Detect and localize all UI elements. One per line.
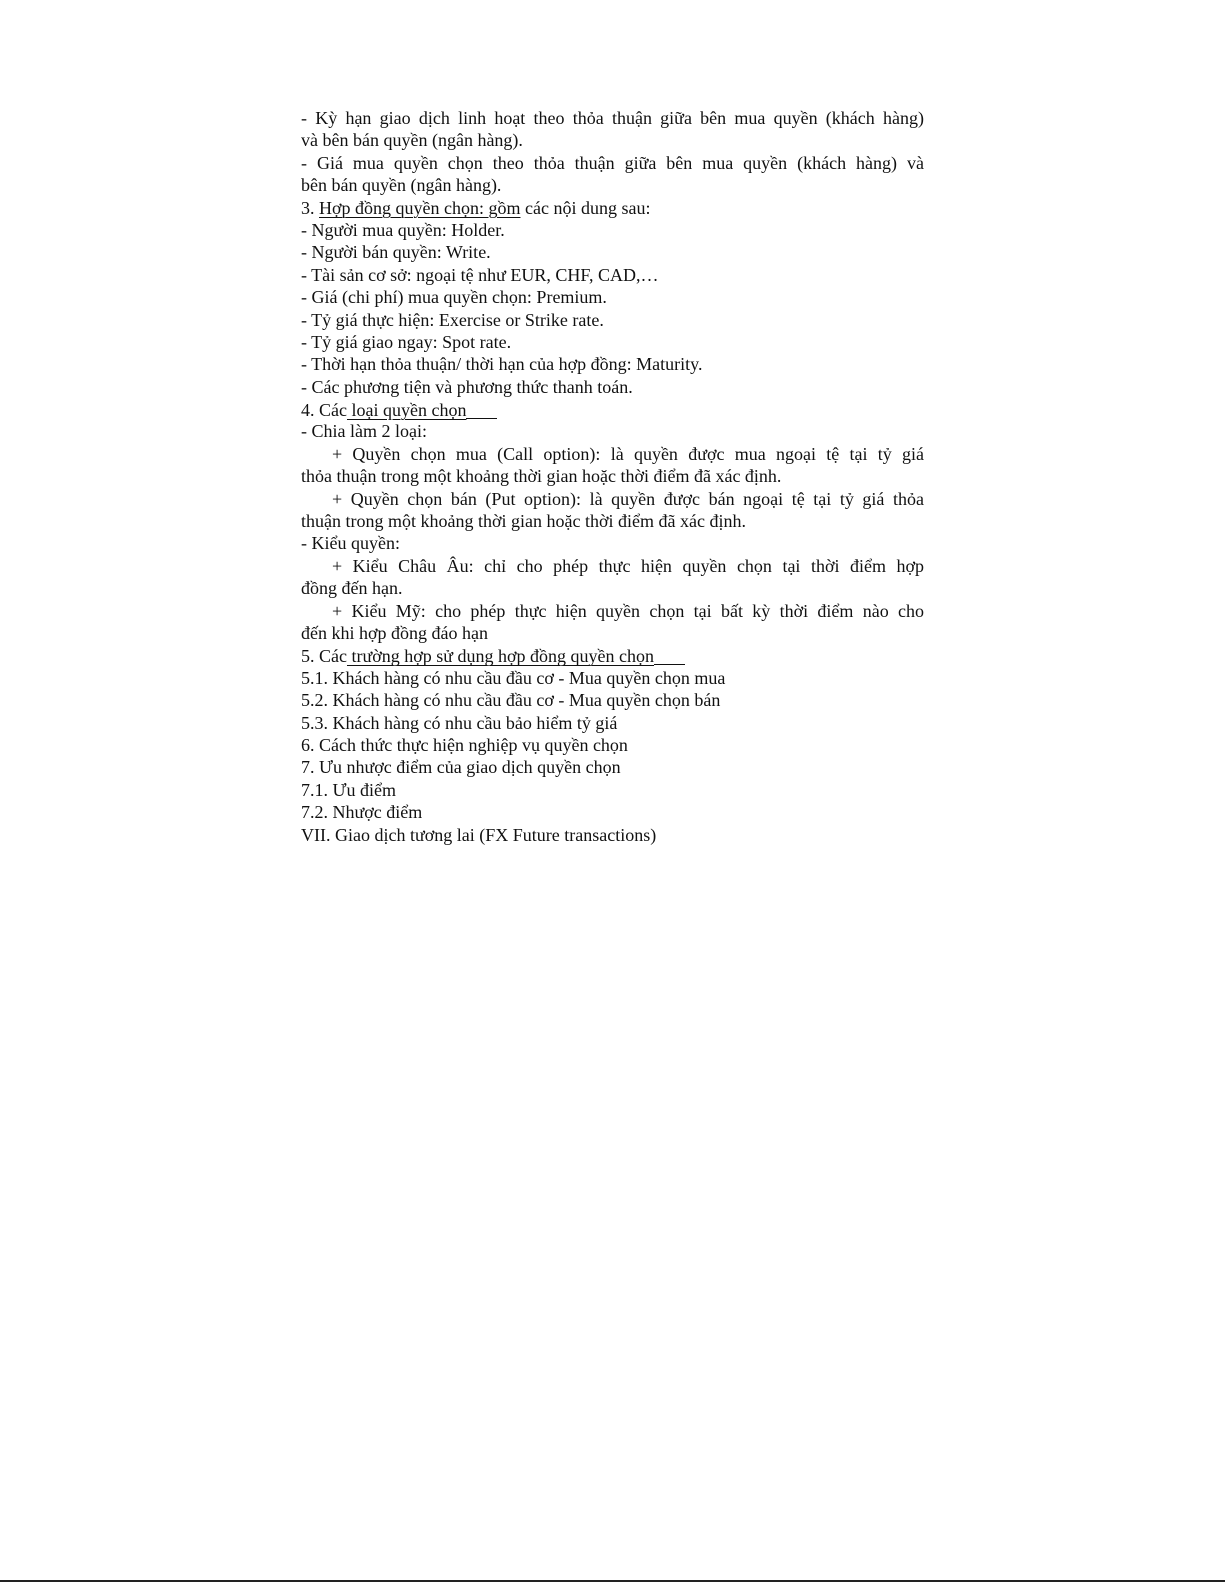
text-line: bên bán quyền (ngân hàng). [301, 175, 502, 196]
list-item: - Chia làm 2 loại: [301, 421, 427, 442]
heading-rest: các nội dung sau: [520, 197, 651, 218]
heading-number: 4. Các [301, 400, 347, 421]
list-item: - Các phương tiện và phương thức thanh toán. [301, 376, 633, 397]
list-item: - Tỷ giá thực hiện: Exercise or Strike rate. [301, 309, 604, 330]
list-item: 7.1. Ưu điểm [301, 779, 396, 800]
heading-underlined: Hợp đồng quyền chọn: gồm [319, 197, 521, 218]
document-body [301, 107, 924, 846]
sub-item: + Quyền chọn bán (Put option): là quyền được bán ngoại tệ tại tỷ giá thỏa [332, 488, 924, 509]
text-line: thuận trong một khoảng thời gian hoặc thời điểm đã xác định. [301, 511, 746, 532]
heading-underlined: trường hợp sử dụng hợp đồng quyền chọn [346, 646, 655, 667]
list-item: 5.3. Khách hàng có nhu cầu bảo hiểm tỷ giá [301, 712, 618, 733]
list-item: 5.1. Khách hàng có nhu cầu đầu cơ - Mua quyền chọn mua [301, 667, 726, 688]
sub-item: + Quyền chọn mua (Call option): là quyền được mua ngoại tệ tại tỷ giá [332, 443, 924, 464]
list-item: - Tỷ giá giao ngay: Spot rate. [301, 331, 512, 352]
text-line: - Kỳ hạn giao dịch linh hoạt theo thỏa thuận giữa bên mua quyền (khách hàng) [301, 108, 924, 128]
section-heading-5 [301, 644, 924, 666]
section-heading-3 [301, 197, 924, 219]
text-line: - Giá mua quyền chọn theo thỏa thuận giữa bên mua quyền (khách hàng) và [301, 152, 924, 173]
sub-item: + Kiểu Mỹ: cho phép thực hiện quyền chọn tại bất kỳ thời điểm nào cho [332, 600, 924, 621]
section-heading-7: 7. Ưu nhược điểm của giao dịch quyền chọn [301, 757, 621, 778]
text-line: đến khi hợp đồng đáo hạn [301, 622, 488, 643]
list-item: 5.2. Khách hàng có nhu cầu đầu cơ - Mua quyền chọn bán [301, 690, 721, 711]
text-line: và bên bán quyền (ngân hàng). [301, 130, 523, 151]
section-heading-4 [301, 398, 924, 420]
list-item: - Kiểu quyền: [301, 533, 400, 554]
list-item: 7.2. Nhược điểm [301, 802, 423, 823]
heading-underlined: loại quyền chọn [346, 400, 467, 421]
sub-item: + Kiểu Châu Âu: chỉ cho phép thực hiện quyền chọn tại thời điểm hợp [332, 555, 924, 576]
page-bottom-rule [0, 1580, 1225, 1582]
list-item: - Người bán quyền: Write. [301, 242, 491, 263]
heading-number: 3. [301, 197, 319, 218]
text-line: đồng đến hạn. [301, 578, 403, 599]
list-item: - Thời hạn thỏa thuận/ thời hạn của hợp đồng: Maturity. [301, 354, 703, 375]
underline-gap [466, 401, 497, 419]
heading-number: 5. Các [301, 646, 347, 667]
underline-gap [654, 647, 685, 665]
list-item: - Giá (chi phí) mua quyền chọn: Premium. [301, 287, 607, 308]
list-item: - Tài sản cơ sở: ngoại tệ như EUR, CHF, CAD,… [301, 264, 659, 285]
list-item: - Người mua quyền: Holder. [301, 219, 505, 240]
chapter-heading-vii: VII. Giao dịch tương lai (FX Future transactions) [301, 824, 657, 845]
text-line: thỏa thuận trong một khoảng thời gian hoặc thời điểm đã xác định. [301, 466, 782, 487]
section-heading-6: 6. Cách thức thực hiện nghiệp vụ quyền chọn [301, 734, 628, 755]
